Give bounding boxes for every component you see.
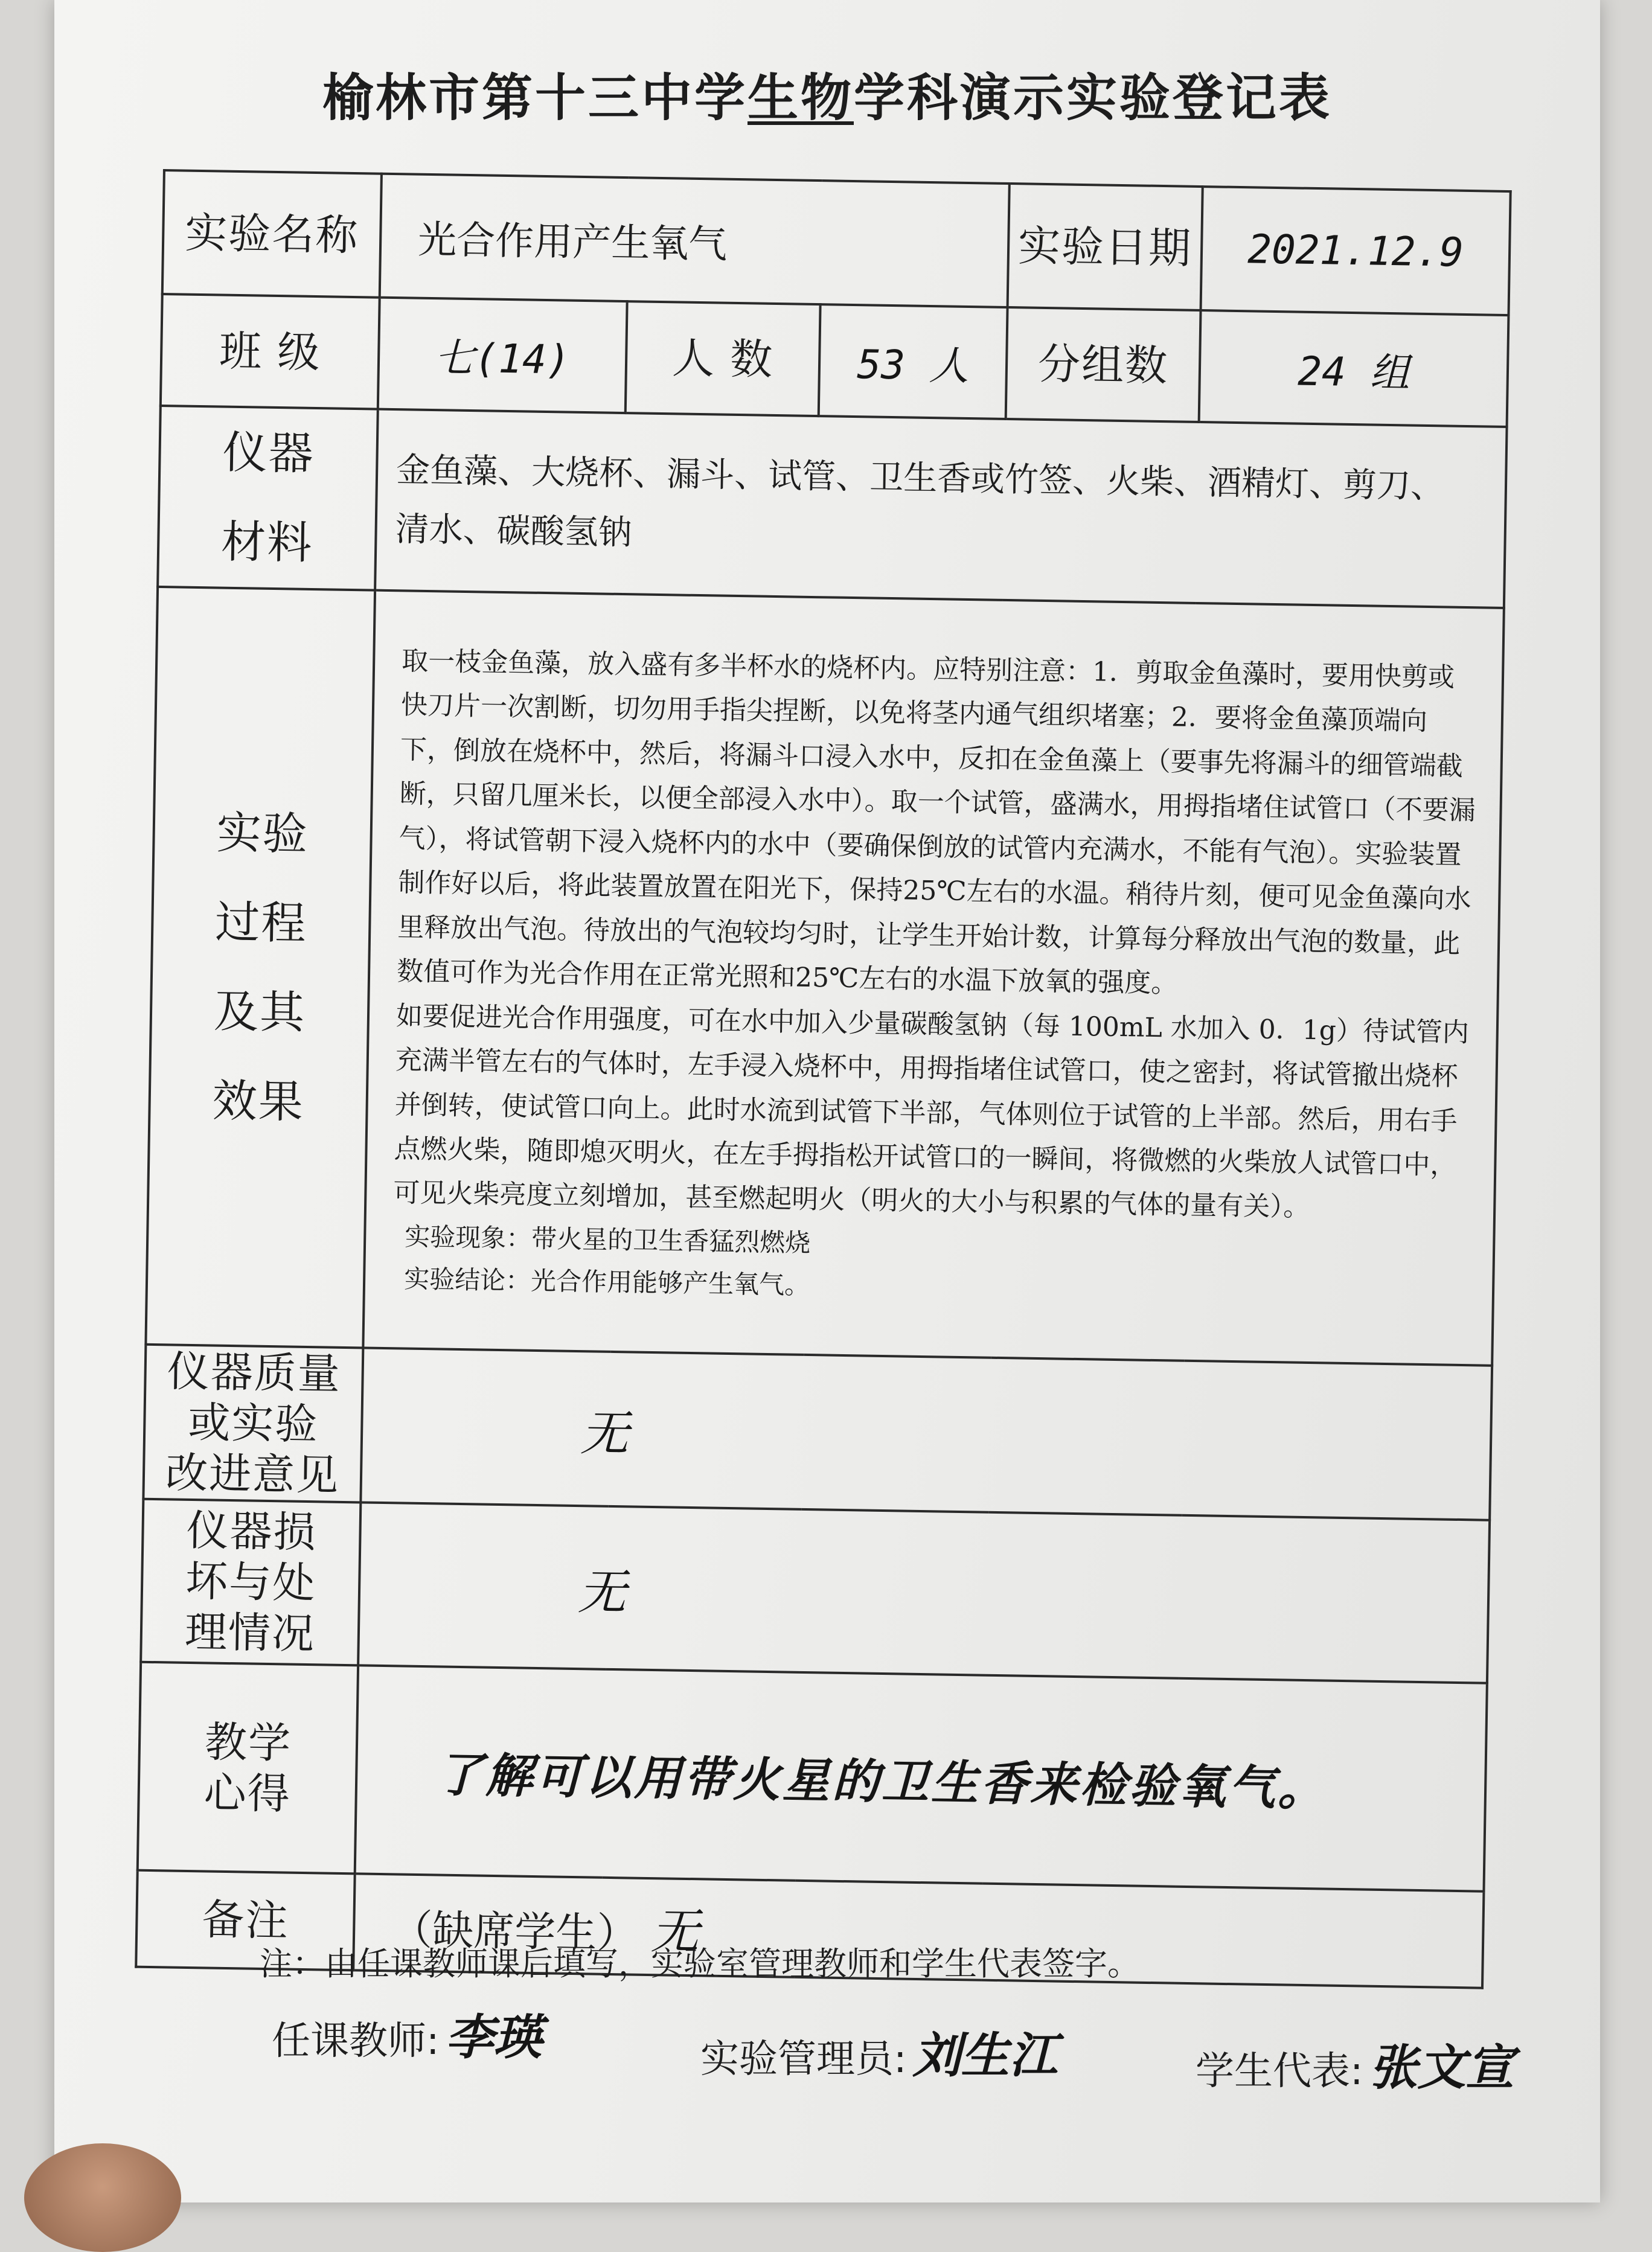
experiment-name-label: 实验名称 <box>162 170 382 298</box>
damage-label-line: 坏与处 <box>185 1556 316 1608</box>
reflection-value: 了解可以用带火星的卫生香来检验氧气。 <box>355 1665 1487 1891</box>
holding-thumb <box>24 2143 181 2252</box>
damage-label <box>141 1499 360 1666</box>
admin-label: 实验管理员: <box>700 2037 907 2082</box>
title-subject: 生物 <box>747 68 854 127</box>
remarks-hand-value: 无 <box>650 1902 700 1960</box>
quality-label-line: 或实验 <box>187 1397 319 1450</box>
experiment-name-value: 光合作用产生氧气 <box>380 174 1010 307</box>
group-count-value: 24 组 <box>1199 310 1509 427</box>
row-damage <box>141 1499 1490 1683</box>
materials-line: 金鱼藻、大烧杯、漏斗、试管、卫生香或竹签、火柴、酒精灯、剪刀、 <box>395 450 1445 507</box>
experiment-conclusion: 实验结论：光合作用能够产生氧气。 <box>403 1264 810 1300</box>
process-description <box>363 590 1503 1366</box>
class-label: 班 级 <box>161 294 380 409</box>
admin-signature-line <box>700 2017 1058 2086</box>
experiment-date-value: 2021.12.9 <box>1201 187 1511 315</box>
experiment-table <box>135 169 1512 1989</box>
reflection-label <box>138 1662 358 1874</box>
row-class-info <box>161 294 1509 427</box>
process-label <box>146 587 375 1348</box>
remarks-prefix: （缺席学生） <box>391 1905 638 1958</box>
process-paragraph: 如要促进光合作用强度，可在水中加入少量碳酸氢钠（每 100mL 水加入 0．1g）待试管内充满半管左右的气体时，左手浸入烧杯中，用拇指堵住试管口，使之密封，将试管撤出烧杯并倒转，使试管口向上。此时水流到试管下半部，气体则位于试管的上半部。然后，用右手点燃火柴，随即熄灭明火，在左手拇指松开试管口的一瞬间，将微燃的火柴放人试管口中，可见火柴亮度立刻增加，甚至燃起明火（明火的大小与积累的气体的量有关）。 <box>393 1000 1470 1223</box>
row-quality <box>143 1345 1492 1520</box>
title-prefix: 榆林市第十三中学 <box>322 68 748 127</box>
footer-note: 注：由任课教师课后填写，实验室管理教师和学生代表签字。 <box>260 1945 1140 1983</box>
quality-label-line: 改进意见 <box>165 1448 340 1500</box>
class-value: 七(14) <box>378 298 627 413</box>
experiment-phenomenon: 实验现象：带火星的卫生香猛烈燃烧 <box>404 1221 811 1258</box>
student-signature-line <box>1196 2029 1514 2098</box>
process-paragraph: 取一枝金鱼藻，放入盛有多半杯水的烧杯内。应特别注意：1．剪取金鱼藻时，要用快剪或快刀片一次割断，切勿用手指尖捏断，以免将茎内通气组织堵塞；2．要将金鱼藻顶端向下，倒放在烧杯中，然后，将漏斗口浸入水中，反扣在金鱼藻上（要事先将漏斗的细管端截断，只留几厘米长，以便全部浸入水中）。取一个试管，盛满水，用拇指堵住试管口（不要漏气），将试管朝下浸入烧杯内的水中（要确保倒放的试管内充满水，不能有气泡）。实验装置制作好以后，将此装置放置在阳光下，保持25℃左右的水温。稍待片刻，便可见金鱼藻向水里释放出气泡。待放出的气泡较均匀时，让学生开始计数，计算每分释放出气泡的数量，此数值可作为光合作用在正常光照和25℃左右的水温下放氧的强度。 <box>396 645 1476 999</box>
quality-label-line: 仪器质量 <box>167 1346 342 1399</box>
admin-signature: 刘生江 <box>912 2027 1058 2084</box>
process-label-line: 效果 <box>212 1074 305 1128</box>
row-materials <box>158 406 1506 608</box>
title-suffix: 学科演示实验登记表 <box>854 68 1333 127</box>
form-title <box>54 57 1600 130</box>
materials-value <box>375 409 1506 608</box>
quality-label <box>143 1345 363 1503</box>
materials-label-line: 材料 <box>220 516 313 569</box>
row-reflection <box>138 1662 1487 1892</box>
student-label: 学生代表: <box>1196 2049 1363 2094</box>
damage-label-line: 理情况 <box>184 1607 316 1659</box>
row-process <box>146 587 1503 1366</box>
materials-label-line: 仪器 <box>222 426 315 480</box>
damage-label-line: 仪器损 <box>185 1505 318 1558</box>
group-count-label: 分组数 <box>1006 307 1201 422</box>
materials-line: 清水、碳酸氢钠 <box>395 510 633 553</box>
registration-form-sheet <box>54 0 1600 2202</box>
student-signature: 张文宣 <box>1369 2039 1514 2096</box>
row-experiment-name <box>162 170 1511 315</box>
process-label-line: 实验 <box>216 807 309 860</box>
reflection-label-line: 教学 <box>204 1716 292 1768</box>
student-count-label: 人 数 <box>626 301 821 416</box>
teacher-signature-line <box>272 1998 542 2068</box>
experiment-date-label: 实验日期 <box>1008 184 1203 310</box>
process-label-line: 过程 <box>214 896 308 950</box>
student-count-value: 53 人 <box>819 304 1008 419</box>
damage-value: 无 <box>358 1502 1490 1683</box>
reflection-label-line: 心得 <box>203 1767 292 1819</box>
materials-label <box>158 406 378 590</box>
remarks-label: 备注 <box>136 1870 354 1971</box>
process-label-line: 及其 <box>213 985 306 1039</box>
teacher-signature: 李瑛 <box>445 2009 542 2065</box>
quality-value: 无 <box>360 1348 1492 1520</box>
teacher-label: 任课教师: <box>272 2019 440 2064</box>
